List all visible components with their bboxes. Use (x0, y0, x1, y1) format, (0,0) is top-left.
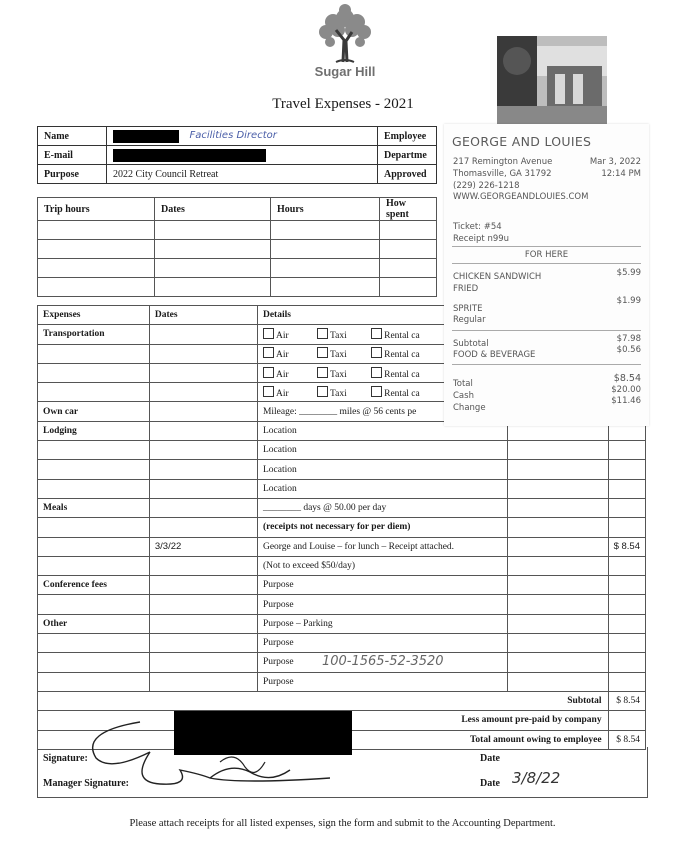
conference-row (38, 576, 646, 595)
email-label: E-mail (38, 146, 107, 165)
footer-instructions: Please attach receipts for all listed expenses, sign the form and submit to the Accounting Department. (129, 818, 556, 829)
receipt-change-label: Change (453, 403, 486, 413)
purpose-text: Purpose (257, 672, 507, 691)
handwritten-account-number: 100-1565-52-3520 (321, 654, 444, 670)
lodging-label: Lodging (38, 421, 150, 440)
handwritten-title: Facilities Director (189, 130, 277, 142)
purpose-text: Purpose (262, 657, 294, 668)
handwritten-date: 3/8/22 (512, 769, 561, 787)
meal-entry-row (38, 537, 646, 556)
receipt-number: Receipt n99u (453, 234, 510, 244)
receipt-total-label: Total (453, 379, 473, 389)
receipt-item-2: SPRITE (453, 304, 483, 314)
other-row (38, 634, 646, 653)
air-checkbox[interactable] (263, 386, 274, 397)
name-label: Name (38, 127, 107, 146)
location-text: Location (257, 479, 507, 498)
other-row (38, 614, 646, 633)
air-label: Air (275, 369, 289, 380)
air-checkbox[interactable] (263, 347, 274, 358)
other-row (38, 653, 646, 672)
transportation-label: Transportation (38, 325, 150, 344)
details-header: Details (257, 306, 507, 325)
purpose-text: Purpose (257, 595, 507, 614)
receipt-restaurant-name: GEORGE AND LOUIES (452, 134, 592, 149)
manager-signature-label: Manager Signature: (43, 778, 130, 789)
receipt-address-1: 217 Remington Avenue (453, 157, 553, 167)
rental-label: Rental ca (384, 330, 420, 341)
meals-label: Meals (38, 498, 150, 517)
purpose-parking-text: Purpose – Parking (257, 614, 507, 633)
per-day-text: ________ days @ 50.00 per day (257, 498, 507, 517)
trip-dates-header: Dates (155, 198, 271, 221)
receipt-date: Mar 3, 2022 (589, 157, 641, 167)
email-value (107, 146, 378, 165)
how-spent-header: How spent (380, 198, 437, 221)
prepaid-label: Less amount pre-paid by company (38, 711, 609, 730)
signature-label: Signature: (43, 753, 88, 764)
receipt-address-2: Thomasville, GA 31792 (453, 169, 552, 179)
meals-row (38, 518, 646, 537)
taxi-checkbox[interactable] (317, 367, 328, 378)
trip-hours-col-header: Hours (271, 198, 380, 221)
trip-row (38, 259, 437, 278)
receipt-phone: (229) 226-1218 (453, 181, 520, 191)
rental-checkbox[interactable] (371, 367, 382, 378)
date-label: Date (480, 753, 500, 764)
receipt-cash: $20.00 (611, 385, 641, 395)
name-redaction (113, 130, 179, 143)
other-row (38, 672, 646, 691)
date-label-2: Date (480, 778, 500, 789)
receipt-time: 12:14 PM (601, 169, 641, 179)
receipt-item-2-modifier: Regular (453, 315, 486, 325)
trip-hours-table (37, 197, 437, 297)
receipt-website: WWW.GEORGEANDLOUIES.COM (453, 192, 589, 202)
receipt-image (444, 124, 649, 426)
taxi-label: Taxi (330, 350, 347, 361)
restaurant-photo (497, 36, 607, 124)
name-value (107, 127, 378, 146)
employee-label: Employee (378, 127, 437, 146)
air-label: Air (275, 350, 289, 361)
air-checkbox[interactable] (263, 328, 274, 339)
taxi-checkbox[interactable] (317, 386, 328, 397)
taxi-label: Taxi (330, 369, 347, 380)
meal-date: 3/3/22 (149, 537, 257, 556)
form-title: Travel Expenses - 2021 (272, 96, 414, 112)
subtotal-value: $ 8.54 (608, 691, 645, 710)
receipt-tax-label: FOOD & BEVERAGE (453, 350, 536, 360)
location-text: Location (257, 441, 507, 460)
receipt-order-type: FOR HERE (524, 250, 569, 260)
mileage-text: Mileage: ________ miles @ 56 cents pe (257, 402, 507, 421)
receipt-divider (452, 364, 641, 365)
not-exceed-note: (Not to exceed $50/day) (257, 556, 507, 575)
receipt-item-1-modifier: FRIED (453, 284, 479, 294)
expenses-header: Expenses (38, 306, 150, 325)
receipt-total: $8.54 (613, 373, 641, 384)
department-label: Departme (378, 146, 437, 165)
receipt-item-1: CHICKEN SANDWICH (453, 272, 542, 282)
subtotal-row (38, 691, 646, 710)
logo-text: Sugar Hill (314, 64, 376, 79)
taxi-checkbox[interactable] (317, 328, 328, 339)
conference-fees-label: Conference fees (38, 576, 150, 595)
meals-row (38, 556, 646, 575)
location-text: Location (257, 421, 507, 440)
receipts-note: (receipts not necessary for per diem) (257, 518, 507, 537)
receipt-subtotal: $7.98 (616, 334, 641, 344)
purpose-value: 2022 City Council Retreat (107, 165, 378, 184)
purpose-text: Purpose (257, 576, 507, 595)
air-label: Air (275, 388, 289, 399)
taxi-label: Taxi (330, 330, 347, 341)
receipt-change: $11.46 (611, 396, 641, 406)
receipt-divider (452, 246, 641, 247)
lodging-row (38, 441, 646, 460)
trip-row (38, 221, 437, 240)
meal-amount: $ 8.54 (608, 537, 645, 556)
receipt-cash-label: Cash (453, 391, 474, 401)
location-text: Location (257, 460, 507, 479)
rental-checkbox[interactable] (371, 386, 382, 397)
receipt-item-1-price: $5.99 (616, 268, 641, 278)
rental-label: Rental ca (384, 388, 420, 399)
handwritten-signature (60, 712, 340, 796)
air-label: Air (275, 330, 289, 341)
own-car-label: Own car (38, 402, 150, 421)
receipt-divider (452, 330, 641, 331)
other-label: Other (38, 614, 150, 633)
rental-label: Rental ca (384, 350, 420, 361)
rental-checkbox[interactable] (371, 328, 382, 339)
trip-row (38, 278, 437, 297)
owing-label: Total amount owing to employee (38, 730, 609, 749)
lodging-row (38, 460, 646, 479)
email-redaction (113, 149, 266, 162)
approved-label: Approved (378, 165, 437, 184)
rental-label: Rental ca (384, 369, 420, 380)
purpose-label: Purpose (38, 165, 107, 184)
owing-value: $ 8.54 (608, 730, 645, 749)
taxi-checkbox[interactable] (317, 347, 328, 358)
purpose-text: Purpose (257, 634, 507, 653)
trip-hours-header: Trip hours (38, 198, 155, 221)
rental-checkbox[interactable] (371, 347, 382, 358)
receipt-ticket: Ticket: #54 (453, 222, 502, 232)
meals-row (38, 498, 646, 517)
receipt-divider (452, 263, 641, 264)
lodging-row (38, 479, 646, 498)
header-info-table (37, 126, 437, 184)
trip-row (38, 240, 437, 259)
receipt-item-2-price: $1.99 (616, 296, 641, 306)
conference-row (38, 595, 646, 614)
meal-detail: George and Louise – for lunch – Receipt attached. (257, 537, 507, 556)
receipt-tax: $0.56 (616, 345, 641, 355)
air-checkbox[interactable] (263, 367, 274, 378)
dates-header: Dates (149, 306, 257, 325)
receipt-subtotal-label: Subtotal (453, 339, 489, 349)
taxi-label: Taxi (330, 388, 347, 399)
subtotal-label: Subtotal (38, 691, 609, 710)
